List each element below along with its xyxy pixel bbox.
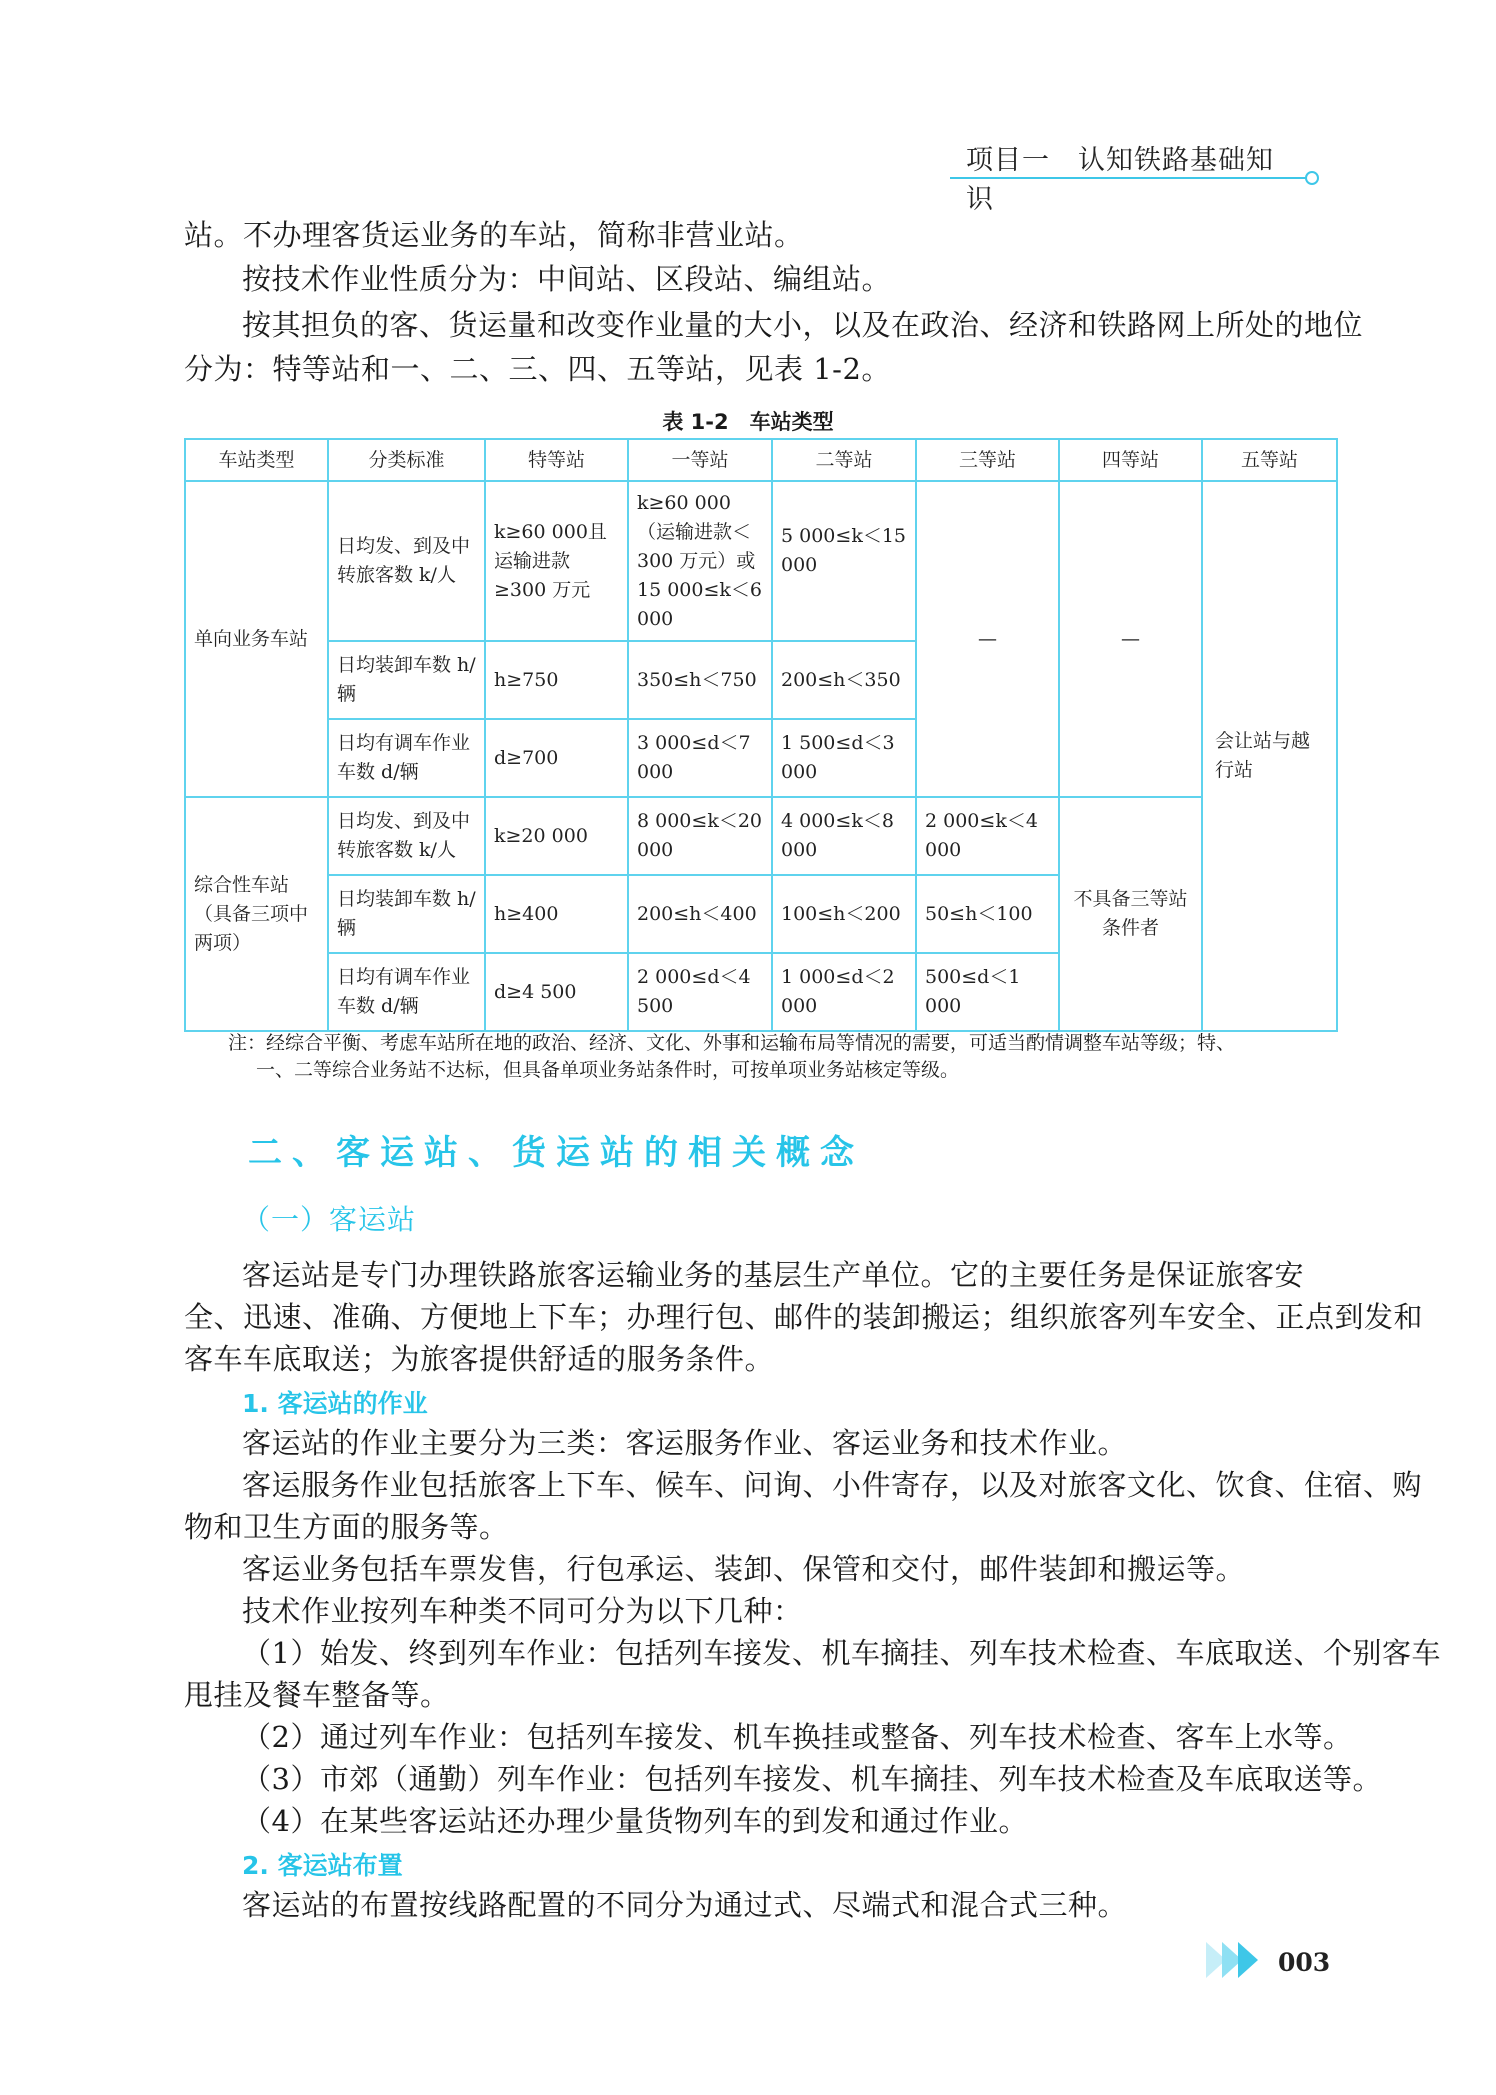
table-header-row [185,439,1337,481]
item-2: （2）通过列车作业：包括列车接发、机车换挂或整备、列车技术检查、客车上水等。 [242,1720,1353,1754]
th-criterion: 分类标准 [328,439,485,481]
para-1-line-2: 全、迅速、准确、方便地上下车；办理行包、邮件的装卸搬运；组织旅客列车安全、正点到发和 [184,1300,1424,1334]
para-3-line-2: 物和卫生方面的服务等。 [184,1510,509,1544]
group-comprehensive: 综合性车站（具备三项中两项） [185,797,328,1031]
para-1-line-1: 客运站是专门办理铁路旅客运输业务的基层生产单位。它的主要任务是保证旅客安 [242,1258,1305,1292]
cell-first: 3 000≤d＜7 000 [628,719,772,797]
th-fifth: 五等站 [1202,439,1337,481]
cell-criterion: 日均发、到及中转旅客数 k/人 [328,481,485,641]
item-1-line-2: 甩挂及餐车整备等。 [184,1678,450,1712]
cell-special: d≥700 [485,719,628,797]
cell-special: d≥4 500 [485,953,628,1031]
cell-special: h≥400 [485,875,628,953]
th-second: 二等站 [772,439,916,481]
th-type: 车站类型 [185,439,328,481]
cell-third: 500≤d＜1 000 [916,953,1059,1031]
cell-criterion: 日均装卸车数 h/辆 [328,875,485,953]
th-first: 一等站 [628,439,772,481]
table-note-line-2: 一、二等综合业务站不达标，但具备单项业务站条件时，可按单项业务站核定等级。 [256,1059,960,1081]
heading-layout: 2. 客运站布置 [242,1851,403,1880]
table-caption: 表 1-2 车站类型 [662,410,834,434]
para-6: 客运站的布置按线路配置的不同分为通过式、尽端式和混合式三种。 [242,1888,1128,1922]
cell-second: 200≤h＜350 [772,641,916,719]
cell-third: 2 000≤k＜4 000 [916,797,1059,875]
table-row [185,481,1337,641]
cell-special: h≥750 [485,641,628,719]
cell-third-dash: — [916,481,1059,797]
intro-line-3: 按其担负的客、货运量和改变作业量的大小，以及在政治、经济和铁路网上所处的地位 [242,308,1364,342]
th-fourth: 四等站 [1059,439,1202,481]
header-project: 项目一 [966,145,1050,176]
cell-third: 50≤h＜100 [916,875,1059,953]
cell-special: k≥60 000且运输进款≥300 万元 [485,481,628,641]
heading-operations: 1. 客运站的作业 [242,1389,428,1418]
station-type-table [184,438,1338,1032]
cell-criterion: 日均有调车作业车数 d/辆 [328,953,485,1031]
cell-second: 100≤h＜200 [772,875,916,953]
para-3-line-1: 客运服务作业包括旅客上下车、候车、问询、小件寄存，以及对旅客文化、饮食、住宿、购 [242,1468,1423,1502]
header-rule [950,177,1310,179]
cell-criterion: 日均装卸车数 h/辆 [328,641,485,719]
para-4: 客运业务包括车票发售，行包承运、装卸、保管和交付，邮件装卸和搬运等。 [242,1552,1246,1586]
intro-line-4: 分为：特等站和一、二、三、四、五等站，见表 1-2。 [184,352,891,386]
cell-special: k≥20 000 [485,797,628,875]
item-4: （4）在某些客运站还办理少量货物列车的到发和通过作业。 [242,1804,1028,1838]
cell-first: 350≤h＜750 [628,641,772,719]
para-5: 技术作业按列车种类不同可分为以下几种： [242,1594,803,1628]
para-1-line-3: 客车车底取送；为旅客提供舒适的服务条件。 [184,1342,775,1376]
item-3: （3）市郊（通勤）列车作业：包括列车接发、机车摘挂、列车技术检查及车底取送等。 [242,1762,1382,1796]
cell-criterion: 日均发、到及中转旅客数 k/人 [328,797,485,875]
th-special: 特等站 [485,439,628,481]
cell-criterion: 日均有调车作业车数 d/辆 [328,719,485,797]
cell-second: 4 000≤k＜8 000 [772,797,916,875]
cell-second: 1 000≤d＜2 000 [772,953,916,1031]
header-rule-dot [1305,171,1319,185]
group-single: 单向业务车站 [185,481,328,797]
table-note-line-1: 注：经综合平衡、考虑车站所在地的政治、经济、文化、外事和运输布局等情况的需要，可适当酌情调整车站等级；特、 [228,1032,1236,1054]
cell-first: k≥60 000（运输进款＜300 万元）或15 000≤k＜6 000 [628,481,772,641]
intro-line-2: 按技术作业性质分为：中间站、区段站、编组站。 [242,262,892,296]
cell-second: 1 500≤d＜3 000 [772,719,916,797]
item-1-line-1: （1）始发、终到列车作业：包括列车接发、机车摘挂、列车技术检查、车底取送、个别客车 [242,1636,1441,1670]
cell-first: 8 000≤k＜20 000 [628,797,772,875]
header-title: 认知铁路基础知识 [966,145,1274,215]
chevron-icon [1238,1942,1258,1978]
th-third: 三等站 [916,439,1059,481]
cell-fifth: 会让站与越行站 [1202,481,1337,1031]
cell-fourth-comp: 不具备三等站条件者 [1059,797,1202,1031]
intro-line-1: 站。不办理客货运业务的车站，简称非营业站。 [184,218,804,252]
subsection-title: （一）客运站 [242,1203,417,1236]
page-number: 003 [1278,1948,1331,1977]
section-title: 二、客运站、货运站的相关概念 [248,1133,864,1173]
para-2: 客运站的作业主要分为三类：客运服务作业、客运业务和技术作业。 [242,1426,1128,1460]
cell-fourth-dash: — [1059,481,1202,797]
table-row [185,797,1337,875]
cell-first: 2 000≤d＜4 500 [628,953,772,1031]
cell-second: 5 000≤k＜15 000 [772,481,916,641]
cell-first: 200≤h＜400 [628,875,772,953]
